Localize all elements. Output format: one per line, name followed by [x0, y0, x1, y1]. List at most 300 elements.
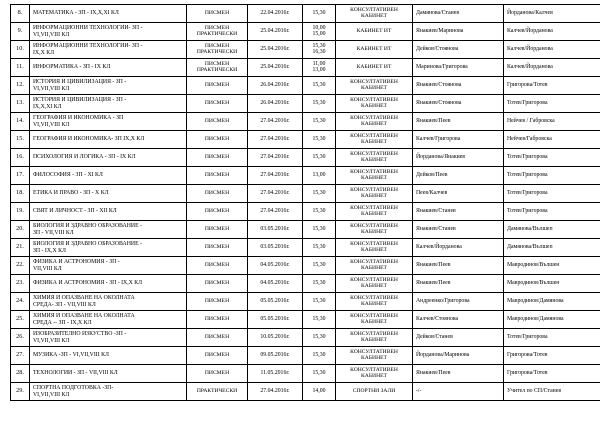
- row-room: [336, 185, 413, 203]
- row-time: [303, 383, 336, 401]
- table-row[interactable]: [11, 5, 600, 23]
- row-room: [336, 203, 413, 221]
- subject-line-1: ИНФОРМАЦИОННИ ТЕХНОЛОГИИ- ЗП -: [33, 43, 185, 49]
- subject-line-1: ЕТИКА И ПРАВО - ЗП - X КЛ: [33, 190, 185, 196]
- subject-line-2: IX,X,XI КЛ: [33, 104, 185, 110]
- subject-line-1: БИОЛОГИЯ И ЗДРАВНО ОБРАЗОВАНИЕ -: [33, 223, 185, 229]
- row-date: 27.04.2016г.: [248, 167, 303, 185]
- table-row[interactable]: [11, 203, 600, 221]
- row-subject: [30, 293, 187, 311]
- row-number: 11.: [11, 59, 30, 77]
- room-line-1: КОНСУЛТАТИВЕН: [350, 115, 398, 121]
- row-subject: [30, 239, 187, 257]
- row-exam-form: [187, 293, 248, 311]
- row-questioner: Дейков/Пеев: [413, 167, 504, 185]
- room-line-1: КАБИНЕТ ИТ: [357, 28, 392, 34]
- row-room: [336, 167, 413, 185]
- room-line-2: КАБИНЕТ: [361, 193, 387, 199]
- row-number: 26.: [11, 329, 30, 347]
- row-questioner: Андреенко/Григорова: [413, 293, 504, 311]
- form-line-1: ПИСМЕН: [205, 263, 229, 269]
- row-questioner: Йорданова/Маринова: [413, 347, 504, 365]
- time-line-1: 15,30: [312, 245, 325, 251]
- table-row[interactable]: [11, 383, 600, 401]
- row-room: [336, 239, 413, 257]
- room-line-2: КАБИНЕТ: [361, 139, 387, 145]
- table-row[interactable]: [11, 59, 600, 77]
- row-questioner: Пеев/Калчев: [413, 185, 504, 203]
- table-row[interactable]: [11, 23, 600, 41]
- row-exam-form: [187, 275, 248, 293]
- row-invigilators: Григорова/Тотев: [504, 77, 600, 95]
- row-exam-form: [187, 311, 248, 329]
- row-room: [336, 23, 413, 41]
- room-line-1: КОНСУЛТАТИВЕН: [350, 151, 398, 157]
- row-exam-form: [187, 203, 248, 221]
- row-questioner: Янакиев/Станев: [413, 203, 504, 221]
- row-exam-form: [187, 23, 248, 41]
- row-invigilators: Мавродинов/Дамянова: [504, 293, 600, 311]
- row-subject: [30, 77, 187, 95]
- subject-line-1: ГЕОГРАФИЯ И ИКОНОМИКА - ЗП: [33, 115, 185, 121]
- form-line-1: ПИСМЕН: [205, 335, 229, 341]
- form-line-1: ПИСМЕН: [205, 173, 229, 179]
- row-subject: [30, 347, 187, 365]
- row-invigilators: Дамянова/Вълшеп: [504, 239, 600, 257]
- row-number: 28.: [11, 365, 30, 383]
- row-date: 03.05.2016г.: [248, 239, 303, 257]
- row-number: 23.: [11, 275, 30, 293]
- row-date: 25.04.2016г.: [248, 23, 303, 41]
- row-invigilators: Учител по СП/Станев: [504, 383, 600, 401]
- row-questioner: Дейков/Стоянова: [413, 41, 504, 59]
- row-room: [336, 347, 413, 365]
- form-line-1: ПИСМЕН: [205, 26, 229, 32]
- row-date: 11.05.2016г.: [248, 365, 303, 383]
- time-line-1: 15,30: [312, 101, 325, 107]
- row-number: 9.: [11, 23, 30, 41]
- table-row[interactable]: [11, 149, 600, 167]
- subject-line-2: VI,VII,VIII КЛ: [33, 338, 185, 344]
- row-number: 22.: [11, 257, 30, 275]
- row-number: 17.: [11, 167, 30, 185]
- row-room: [336, 329, 413, 347]
- form-line-1: ПИСМЕН: [205, 62, 229, 68]
- form-line-1: ПИСМЕН: [205, 371, 229, 377]
- subject-line-2: ЗП - VII,VIII КЛ: [33, 230, 185, 236]
- time-line-1: 15,30: [312, 353, 325, 359]
- subject-line-1: ИЗОБРАЗИТЕЛНО ИЗКУСТВО -ЗП -: [33, 331, 185, 337]
- table-row[interactable]: [11, 347, 600, 365]
- row-subject: [30, 95, 187, 113]
- row-exam-form: [187, 257, 248, 275]
- room-line-2: КАБИНЕТ: [361, 175, 387, 181]
- row-date: 27.04.2016г.: [248, 131, 303, 149]
- row-questioner: Янакиев/Пеев: [413, 365, 504, 383]
- time-line-1: 15,30: [312, 227, 325, 233]
- row-subject: [30, 185, 187, 203]
- row-questioner: Янакиев/Стоянова: [413, 95, 504, 113]
- subject-line-1: ИСТОРИЯ И ЦИВИЛИЗАЦИЯ - ЗП -: [33, 79, 185, 85]
- table-row[interactable]: [11, 275, 600, 293]
- table-row[interactable]: [11, 131, 600, 149]
- row-date: 27.04.2016г.: [248, 149, 303, 167]
- time-line-1: 11,00: [313, 62, 326, 68]
- subject-line-2: IX,X КЛ: [33, 50, 185, 56]
- row-exam-form: [187, 185, 248, 203]
- row-room: [336, 365, 413, 383]
- row-invigilators: Нейчев/Габровска: [504, 131, 600, 149]
- row-invigilators: Мавродинов/Вълшен: [504, 257, 600, 275]
- room-line-1: КОНСУЛТАТИВЕН: [350, 7, 398, 13]
- row-date: 26.04.2016г.: [248, 77, 303, 95]
- table-row[interactable]: [11, 365, 600, 383]
- subject-line-2: VI,VII,VIII КЛ: [33, 392, 185, 398]
- row-time: [303, 59, 336, 77]
- row-exam-form: [187, 149, 248, 167]
- table-row[interactable]: [11, 293, 600, 311]
- row-date: 27.04.2016г.: [248, 113, 303, 131]
- row-number: 29.: [11, 383, 30, 401]
- row-date: 27.04.2016г.: [248, 185, 303, 203]
- subject-line-1: ХИМИЯ И ОПАЗВАНЕ НА ОКОЛНАТА: [33, 313, 185, 319]
- row-invigilators: Григорова/Тотев: [504, 347, 600, 365]
- subject-line-1: ИНФОРМАЦИОННИ ТЕХНОЛОГИИ- ЗП -: [33, 25, 185, 31]
- subject-line-2: СРЕДА- ЗП - VII,VIII КЛ: [33, 302, 185, 308]
- room-line-1: КОНСУЛТАТИВЕН: [350, 223, 398, 229]
- time-line-1: 15,30: [312, 263, 325, 269]
- time-line-1: 15,30: [312, 281, 325, 287]
- table-body: [11, 5, 600, 401]
- row-exam-form: [187, 167, 248, 185]
- row-exam-form: [187, 59, 248, 77]
- form-line-1: ПИСМЕН: [205, 353, 229, 359]
- row-time: [303, 113, 336, 131]
- room-line-2: КАБИНЕТ: [361, 85, 387, 91]
- row-number: 16.: [11, 149, 30, 167]
- row-invigilators: Тотев/Григорова: [504, 95, 600, 113]
- subject-line-2: VI,VII,VIII КЛ: [33, 122, 185, 128]
- row-number: 13.: [11, 95, 30, 113]
- room-line-1: КАБИНЕТ ИТ: [357, 64, 392, 70]
- room-line-1: КОНСУЛТАТИВЕН: [350, 277, 398, 283]
- row-room: [336, 311, 413, 329]
- row-time: [303, 41, 336, 59]
- row-time: [303, 131, 336, 149]
- row-time: [303, 203, 336, 221]
- room-line-1: СПОРТНИ ЗАЛИ: [353, 388, 396, 394]
- row-subject: [30, 167, 187, 185]
- row-time: [303, 77, 336, 95]
- time-line-1: 15,30: [312, 44, 325, 50]
- room-line-2: КАБИНЕТ: [361, 319, 387, 325]
- row-invigilators: Нейчев / Габровска: [504, 113, 600, 131]
- row-exam-form: [187, 41, 248, 59]
- room-line-1: КОНСУЛТАТИВЕН: [350, 331, 398, 337]
- row-time: [303, 365, 336, 383]
- room-line-1: КОНСУЛТАТИВЕН: [350, 205, 398, 211]
- row-subject: [30, 257, 187, 275]
- row-subject: [30, 131, 187, 149]
- room-line-2: КАБИНЕТ: [361, 283, 387, 289]
- form-line-1: ПИСМЕН: [205, 209, 229, 215]
- row-exam-form: [187, 77, 248, 95]
- subject-line-1: МАТЕМАТИКА - ЗП - IX,X,XI КЛ: [33, 10, 185, 16]
- row-number: 19.: [11, 203, 30, 221]
- row-time: [303, 239, 336, 257]
- row-subject: [30, 311, 187, 329]
- row-room: [336, 95, 413, 113]
- row-invigilators: Дамянова/Вълшеп: [504, 221, 600, 239]
- room-line-1: КОНСУЛТАТИВЕН: [350, 187, 398, 193]
- row-number: 14.: [11, 113, 30, 131]
- row-time: [303, 275, 336, 293]
- row-questioner: Янакиев/Станев: [413, 221, 504, 239]
- row-exam-form: [187, 383, 248, 401]
- row-room: [336, 77, 413, 95]
- room-line-1: КОНСУЛТАТИВЕН: [350, 241, 398, 247]
- row-questioner: Янакиев/Пеев: [413, 275, 504, 293]
- row-time: [303, 185, 336, 203]
- form-line-1: ПИСМЕН: [205, 11, 229, 17]
- row-subject: [30, 365, 187, 383]
- row-subject: [30, 59, 187, 77]
- form-line-1: ПИСМЕН: [205, 227, 229, 233]
- time-line-1: 15,30: [312, 191, 325, 197]
- form-line-1: ПИСМЕН: [205, 245, 229, 251]
- row-invigilators: Тотев/Григорова: [504, 203, 600, 221]
- row-questioner: Янакиев/Пеев: [413, 257, 504, 275]
- table-row[interactable]: [11, 167, 600, 185]
- row-questioner: Калчев/Григорова: [413, 131, 504, 149]
- time-line-1: 13,00: [312, 173, 325, 179]
- room-line-2: КАБИНЕТ: [361, 229, 387, 235]
- row-number: 15.: [11, 131, 30, 149]
- row-time: [303, 23, 336, 41]
- row-subject: [30, 5, 187, 23]
- row-number: 24.: [11, 293, 30, 311]
- form-line-1: ПИСМЕН: [205, 281, 229, 287]
- exam-schedule-table: [10, 4, 600, 401]
- room-line-2: КАБИНЕТ: [361, 211, 387, 217]
- room-line-1: КОНСУЛТАТИВЕН: [350, 133, 398, 139]
- time-line-1: 15,30: [312, 11, 325, 17]
- row-exam-form: [187, 329, 248, 347]
- subject-line-1: ИСТОРИЯ И ЦИВИЛИЗАЦИЯ - ЗП -: [33, 97, 185, 103]
- row-room: [336, 383, 413, 401]
- table-row[interactable]: [11, 257, 600, 275]
- form-line-1: ПИСМЕН: [205, 119, 229, 125]
- form-line-1: ПИСМЕН: [205, 83, 229, 89]
- row-room: [336, 59, 413, 77]
- row-room: [336, 257, 413, 275]
- time-line-1: 15,30: [312, 209, 325, 215]
- row-invigilators: Мавродинов/Вълшен: [504, 275, 600, 293]
- row-subject: [30, 41, 187, 59]
- form-line-2: ПРАКТИЧЕСКИ: [197, 50, 237, 56]
- row-subject: [30, 113, 187, 131]
- time-line-1: 15,30: [312, 299, 325, 305]
- row-time: [303, 257, 336, 275]
- row-date: 25.04.2016г.: [248, 41, 303, 59]
- form-line-1: ПИСМЕН: [205, 137, 229, 143]
- form-line-1: ПРАКТИЧЕСКИ: [197, 389, 237, 395]
- row-invigilators: Тотев/Григорова: [504, 149, 600, 167]
- table-row[interactable]: [11, 329, 600, 347]
- row-invigilators: Калчев/Йорданова: [504, 23, 600, 41]
- subject-line-1: СПОРТНА ПОДГОТОВКА -ЗП-: [33, 385, 185, 391]
- row-questioner: Янакиев/Пеев: [413, 113, 504, 131]
- row-date: 04.05.2016г.: [248, 257, 303, 275]
- row-room: [336, 293, 413, 311]
- exam-schedule-page: [0, 4, 600, 440]
- row-number: 20.: [11, 221, 30, 239]
- row-questioner: Калчев/Йорданова: [413, 239, 504, 257]
- row-date: 26.04.2016г.: [248, 95, 303, 113]
- row-time: [303, 311, 336, 329]
- subject-line-1: СВЯТ И ЛИЧНОСТ - ЗП - XII КЛ: [33, 208, 185, 214]
- row-number: 27.: [11, 347, 30, 365]
- room-line-1: КОНСУЛТАТИВЕН: [350, 367, 398, 373]
- form-line-1: ПИСМЕН: [205, 191, 229, 197]
- row-invigilators: Калчев/Йорданова: [504, 59, 600, 77]
- row-exam-form: [187, 365, 248, 383]
- row-room: [336, 149, 413, 167]
- time-line-1: 15,30: [312, 137, 325, 143]
- row-invigilators: Григорова/Тотев: [504, 365, 600, 383]
- form-line-1: ПИСМЕН: [205, 101, 229, 107]
- row-exam-form: [187, 113, 248, 131]
- room-line-1: КАБИНЕТ ИТ: [357, 46, 392, 52]
- subject-line-2: СРЕДА -- ЗП - IX,X КЛ: [33, 320, 185, 326]
- room-line-2: КАБИНЕТ: [361, 103, 387, 109]
- row-questioner: Янакиев/Маринова: [413, 23, 504, 41]
- time-line-2: 16,30: [312, 50, 325, 56]
- row-questioner: Йорданова/Янакиев: [413, 149, 504, 167]
- row-number: 25.: [11, 311, 30, 329]
- subject-line-2: VI,VII,VIII КЛ: [33, 32, 185, 38]
- row-subject: [30, 221, 187, 239]
- row-subject: [30, 203, 187, 221]
- row-questioner: Маринова/Григорова: [413, 59, 504, 77]
- form-line-1: ПИСМЕН: [205, 155, 229, 161]
- table-row[interactable]: [11, 77, 600, 95]
- room-line-2: КАБИНЕТ: [361, 157, 387, 163]
- time-line-1: 15,30: [312, 371, 325, 377]
- row-time: [303, 293, 336, 311]
- time-line-1: 15,30: [312, 317, 325, 323]
- row-date: 10.05.2016г.: [248, 329, 303, 347]
- row-exam-form: [187, 239, 248, 257]
- time-line-1: 14,00: [312, 389, 325, 395]
- row-subject: [30, 383, 187, 401]
- row-subject: [30, 275, 187, 293]
- subject-line-1: БИОЛОГИЯ И ЗДРАВНО ОБРАЗОВАНИЕ -: [33, 241, 185, 247]
- row-time: [303, 167, 336, 185]
- row-date: 09.05.2016г.: [248, 347, 303, 365]
- row-number: 21.: [11, 239, 30, 257]
- room-line-2: КАБИНЕТ: [361, 337, 387, 343]
- row-number: 12.: [11, 77, 30, 95]
- row-room: [336, 113, 413, 131]
- table-row[interactable]: [11, 185, 600, 203]
- time-line-1: 10,00: [312, 26, 325, 32]
- table-row[interactable]: [11, 221, 600, 239]
- room-line-2: КАБИНЕТ: [361, 121, 387, 127]
- row-invigilators: Тотев/Григорова: [504, 185, 600, 203]
- row-number: 18.: [11, 185, 30, 203]
- form-line-1: ПИСМЕН: [205, 44, 229, 50]
- row-date: 27.04.2016г.: [248, 203, 303, 221]
- table-row[interactable]: [11, 113, 600, 131]
- row-room: [336, 5, 413, 23]
- row-subject: [30, 23, 187, 41]
- row-questioner: Дейков/Станев: [413, 329, 504, 347]
- row-date: 03.05.2016г.: [248, 221, 303, 239]
- time-line-2: 13,00: [312, 68, 325, 74]
- row-date: 25.04.2016г.: [248, 59, 303, 77]
- table-row[interactable]: [11, 239, 600, 257]
- form-line-1: ПИСМЕН: [205, 299, 229, 305]
- row-exam-form: [187, 347, 248, 365]
- form-line-2: ПРАКТИЧЕСКИ: [197, 32, 237, 38]
- row-number: 8.: [11, 5, 30, 23]
- row-exam-form: [187, 221, 248, 239]
- row-room: [336, 275, 413, 293]
- subject-line-2: VI,VII,VIII КЛ: [33, 86, 185, 92]
- row-time: [303, 347, 336, 365]
- row-exam-form: [187, 95, 248, 113]
- room-line-2: КАБИНЕТ: [361, 247, 387, 253]
- subject-line-1: МУЗИКА -ЗП - VI,VII,VIII КЛ: [33, 352, 185, 358]
- subject-line-1: ИНФОРМАТИКА - ЗП - IX КЛ: [33, 64, 185, 70]
- row-invigilators: Мавродинов/Дамянова: [504, 311, 600, 329]
- form-line-2: ПРАКТИЧЕСКИ: [197, 68, 237, 74]
- row-date: 27.04.2016г.: [248, 383, 303, 401]
- subject-line-2: ЗП - IX,X КЛ: [33, 248, 185, 254]
- subject-line-1: ФИЛОСОФИЯ - ЗП - XI КЛ: [33, 172, 185, 178]
- subject-line-1: ФИЗИКА И АСТРОНОМИЯ - ЗП - IX,X КЛ: [33, 280, 185, 286]
- table-row[interactable]: [11, 95, 600, 113]
- row-invigilators: Калчев/Йорданова: [504, 41, 600, 59]
- table-row[interactable]: [11, 311, 600, 329]
- room-line-2: КАБИНЕТ: [361, 13, 387, 19]
- room-line-2: КАБИНЕТ: [361, 373, 387, 379]
- room-line-1: КОНСУЛТАТИВЕН: [350, 259, 398, 265]
- time-line-1: 15,30: [312, 335, 325, 341]
- room-line-2: КАБИНЕТ: [361, 355, 387, 361]
- row-time: [303, 329, 336, 347]
- table-row[interactable]: [11, 41, 600, 59]
- room-line-1: КОНСУЛТАТИВЕН: [350, 295, 398, 301]
- row-invigilators: Тотев/Григорова: [504, 167, 600, 185]
- subject-line-2: VII,VIII КЛ: [33, 266, 185, 272]
- room-line-1: КОНСУЛТАТИВЕН: [350, 349, 398, 355]
- room-line-1: КОНСУЛТАТИВЕН: [350, 97, 398, 103]
- time-line-1: 15,30: [312, 119, 325, 125]
- room-line-1: КОНСУЛТАТИВЕН: [350, 169, 398, 175]
- row-date: 22.04.2016г.: [248, 5, 303, 23]
- form-line-1: ПИСМЕН: [205, 317, 229, 323]
- row-number: 10.: [11, 41, 30, 59]
- room-line-2: КАБИНЕТ: [361, 301, 387, 307]
- row-questioner: Калчев/Стоянова: [413, 311, 504, 329]
- row-date: 05.05.2016г.: [248, 293, 303, 311]
- row-subject: [30, 329, 187, 347]
- subject-line-1: ХИМИЯ И ОПАЗВАНЕ НА ОКОЛНАТА: [33, 295, 185, 301]
- subject-line-1: ПСИХОЛОГИЯ И ЛОГИКА - ЗП - IX КЛ: [33, 154, 185, 160]
- row-room: [336, 131, 413, 149]
